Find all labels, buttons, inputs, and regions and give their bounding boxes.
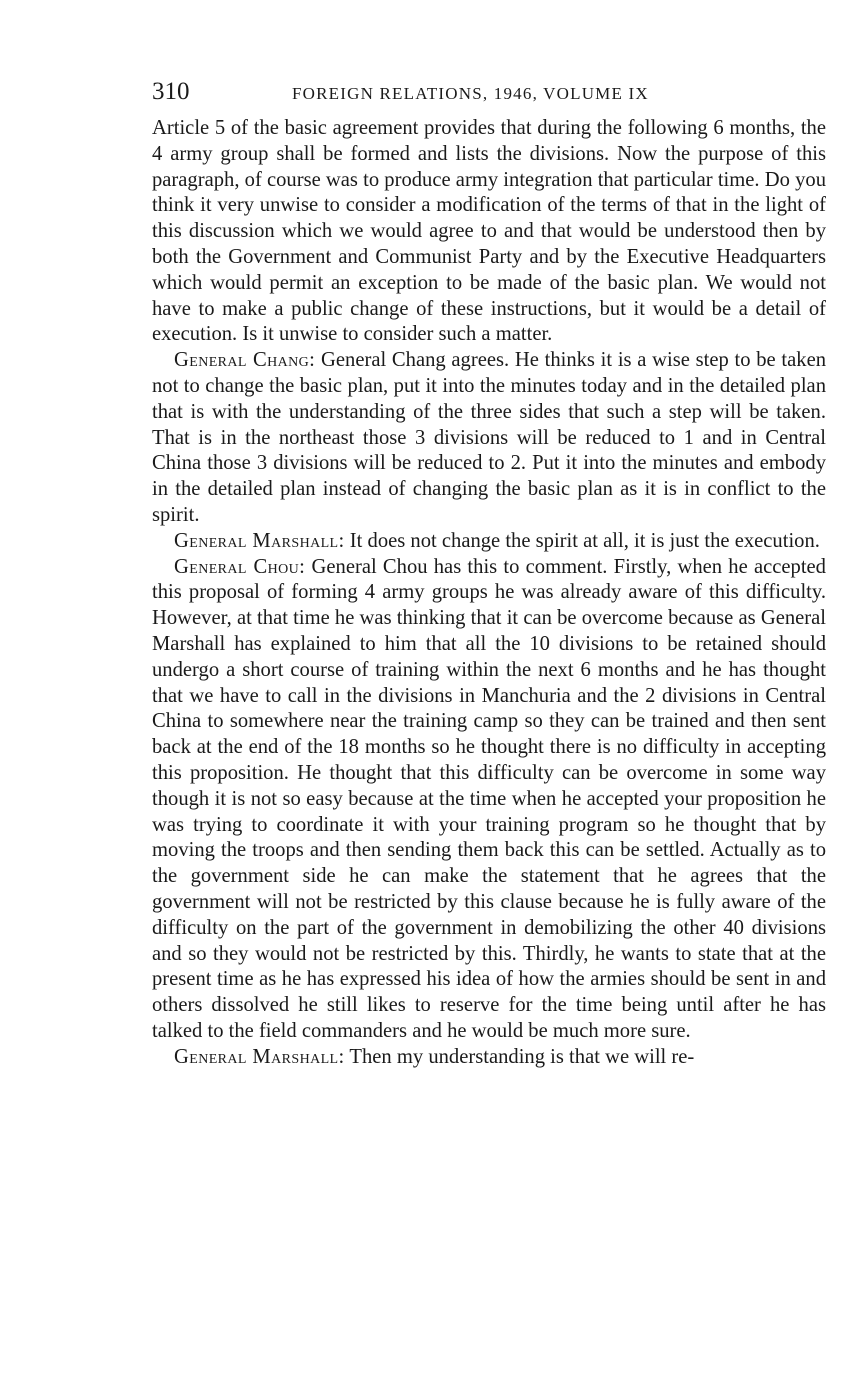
page-number: 310 [152, 78, 190, 105]
paragraph-text: General Chou has this to comment. Firstly, when he accepted this proposal of forming 4 army groups he was already aware of this difficulty. However, at that time he was thinking that it can be overcome because as General Marshall has explained to him that all the 10 divisions to be retained should undergo a short course of training within the next 6 months and he has thought that we have to call in the divisions in Manchuria and the 2 divisions in Central China to somewhere near the training camp so they can be trained and then sent back at the end of the 18 months so he thought there is no difficulty in accepting this proposition. He thought that this difficulty can be overcome in some way though it is not so easy because at the time when he accepted your proposition he was trying to coordinate it with your training program so he thought that by moving the troops and then sending them back this can be settled. Actually as to the government side he can make the statement that he agrees that the government will not be restricted by this clause because he is fully aware of the difficulty on the part of the government in demobilizing the other 40 divisions and so they would not be restricted by this. Thirdly, he wants to state that at the present time as he has expressed his idea of how the armies should be sent in and others dissolved he still likes to reserve for the time being until after he has talked to the field commanders and he would be much more sure. [152, 555, 826, 1042]
paragraph-text: Then my understanding is that we will re- [344, 1045, 695, 1068]
running-header [152, 78, 826, 112]
speaker-label: General Chou: [174, 555, 306, 578]
paragraph-chou [152, 555, 826, 1045]
speaker-label: General Marshall: [174, 1045, 345, 1068]
paragraph-chang [152, 348, 826, 529]
paragraph-text: It does not change the spirit at all, it is just the execution. [344, 529, 820, 552]
paragraph-text: Article 5 of the basic agreement provides that during the following 6 months, the 4 army group shall be formed and lists the divisions. Now the purpose of this paragraph, of course was to produce army integration that particular time. Do you think it very unwise to consider a modification of the terms of that in the light of this discussion which we would agree to and that would be understood then by both the Government and Communist Party and by the Executive Headquarters which would permit an exception to be made of the basic plan. We would not have to make a public change of these instructions, but it would be a detail of execution. Is it unwise to consider such a matter. [152, 117, 826, 346]
document-page [152, 78, 826, 1070]
running-head-title: FOREIGN RELATIONS, 1946, VOLUME IX [292, 84, 649, 103]
speaker-label: General Marshall: [174, 529, 345, 552]
paragraph-marshall-question [152, 116, 826, 348]
paragraph-marshall-final [152, 1045, 826, 1071]
paragraph-text: General Chang agrees. He thinks it is a wise step to be taken not to change the basic plan, put it into the minutes today and in the detailed plan that is with the understanding of the three sides that such a step will be taken. That is in the northeast those 3 divisions will be reduced to 1 and in Central China those 3 divisions will be reduced to 2. Put it into the minutes and embody in the detailed plan instead of changing the basic plan as it is in conflict to the spirit. [152, 349, 827, 526]
body-text [152, 116, 826, 1070]
paragraph-marshall-reply [152, 529, 826, 555]
speaker-label: General Chang: [174, 349, 316, 372]
